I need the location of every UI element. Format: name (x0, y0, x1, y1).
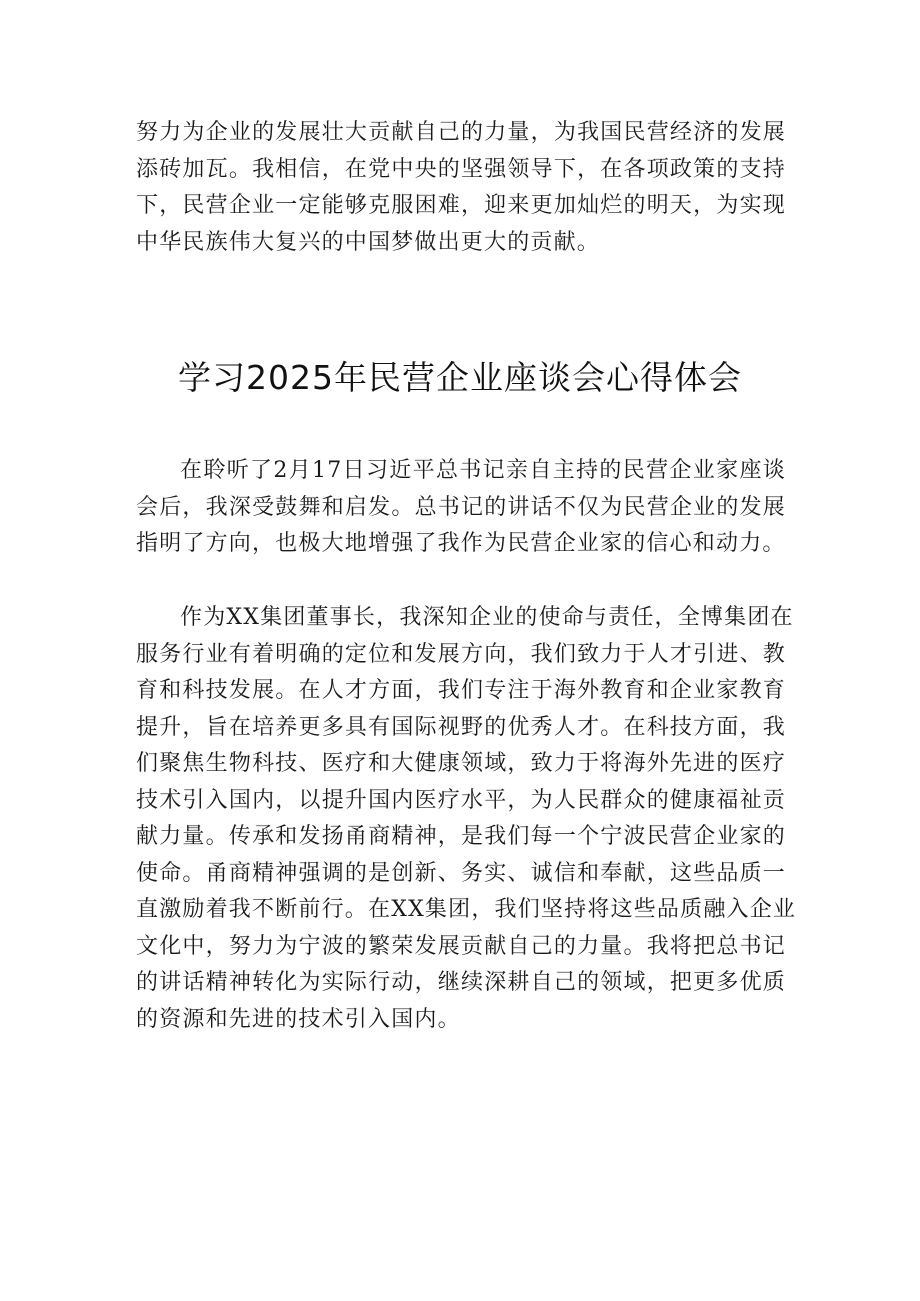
text-line: 会后，我深受鼓舞和启发。总书记的讲话不仅为民营企业的发展 (136, 494, 786, 520)
text-line: 们聚焦生物科技、医疗和大健康领域，致力于将海外先进的医疗 (136, 751, 786, 776)
text-line: 的讲话精神转化为实际行动，继续深耕自己的领域，把更多优质 (136, 970, 786, 995)
document-title: 学习2025年民营企业座谈会心得体会 (178, 358, 742, 397)
text-line: 在聆听了2月17日习近平总书记亲自主持的民营企业家座谈 (180, 458, 786, 483)
text-line: 献力量。传承和发扬甬商精神，是我们每一个宁波民营企业家的 (136, 824, 786, 849)
text-line: 育和科技发展。在人才方面，我们专注于海外教育和企业家教育 (136, 678, 786, 703)
text-line: 下，民营企业一定能够克服困难，迎来更加灿烂的明天，为实现 (136, 193, 786, 218)
text-line: 技术引入国内，以提升国内医疗水平，为人民群众的健康福祉贡 (136, 787, 786, 813)
text-line: 指明了方向，也极大地增强了我作为民营企业家的信心和动力。 (136, 531, 786, 556)
continuation-paragraph (136, 115, 786, 261)
text-line: 使命。甬商精神强调的是创新、务实、诚信和奉献，这些品质一 (136, 860, 786, 886)
text-line: 文化中，努力为宁波的繁荣发展贡献自己的力量。我将把总书记 (136, 933, 786, 959)
text-line: 提升，旨在培养更多具有国际视野的优秀人才。在科技方面，我 (136, 714, 786, 740)
text-line: 添砖加瓦。我相信，在党中央的坚强领导下，在各项政策的支持 (136, 156, 786, 182)
text-line: 的资源和先进的技术引入国内。 (136, 1006, 461, 1032)
text-line: 作为XX集团董事长，我深知企业的使命与责任，全博集团在 (180, 605, 794, 630)
text-line: 努力为企业的发展壮大贡献自己的力量，为我国民营经济的发展 (136, 120, 786, 145)
text-line: 服务行业有着明确的定位和发展方向，我们致力于人才引进、教 (136, 641, 786, 667)
text-line: 中华民族伟大复兴的中国梦做出更大的贡献。 (136, 229, 601, 255)
body-paragraph-1 (136, 453, 786, 563)
text-line: 直激励着我不断前行。在XX集团，我们坚持将这些品质融入企业 (136, 897, 797, 922)
body-paragraph-2 (136, 600, 797, 1038)
